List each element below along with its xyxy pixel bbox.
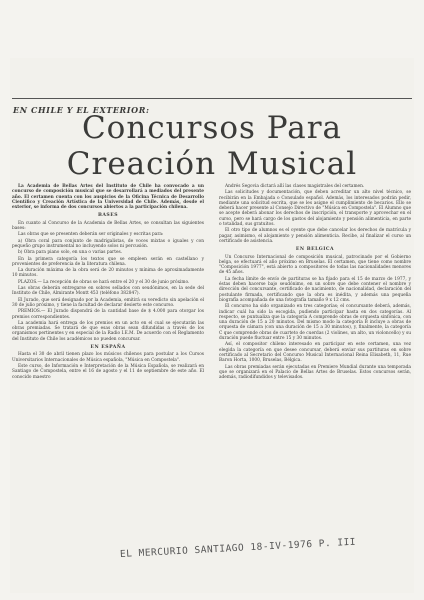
paragraph: La academia hará entrega de los premios en un acto en el cual se ejecutarán las obras premiadas. Se tratará de que esas obras sean difundidas a través de los organismos pertinentes y en especial de la Radio I.E.M. De acuerdo con el Reglamento del Instituto de Chile los académicos no pueden concursar. [12,320,204,342]
paragraph: Las solicitudes y documentación, que deben acreditar un alto nivel técnico, se recibirán en la Embajada o Consulado español. Además, los interesados podrán pedir, mediante una solicitud escrita, que se les asigne el cumplimiento de becarios. Ello se deberá hacer presente al Consejo Directivo de "Música en Compostela". El Alumno que se acepte deberá abonar los derechos de inscripción, el transporte y aprovechar en el curso, pero se hará cargo de los gastos del alojamiento y pensión alimenticia, en parte o totalidad, sus gratuitos. [219,190,411,228]
left-paragraphs [12,221,204,342]
belgica-paragraphs [219,255,411,381]
right-column [219,184,411,381]
paragraph: Las obras deberán entregarse en sobres sellados con seudónimos, en la sede del Instituto de Chile, Almirante Montt 453 (teléfono 382847). [12,286,204,297]
paragraph: El Jurado, que será designado por la Academia, emitirá su veredicto sin apelación el 30 de julio próximo, y tiene la facultad de declarar desierto este concurso. [12,297,204,308]
paragraph: El otro tipo de alumnos es el oyente que debe cancelar los derechos de matrícula y pagar, asimismo, el alojamiento y pensión alimenticia. Recibe, al finalizar el curso un certificado de asistencia. [219,228,411,244]
kicker: EN CHILE Y EL EXTERIOR: [13,105,150,115]
handwritten-source-note: EL MERCURIO SANTIAGO 18-IV-1976 P. III [119,536,357,560]
paragraph: Este curso, de Información e Interpretación de la Música Española, se realizará en Santiago de Compostela, entre el 16 de agosto y el 11 de septiembre de este año. El conocido maestro [12,363,204,380]
paragraph: En cuanto al Concurso de la Academia de Bellas Artes, se consultan las siguientes bases: [12,220,204,232]
paragraph: La duración máxima de la obra será de 20 minutos y mínima de aproximadamente 10 minutos. [12,268,204,279]
paragraph: En la primera categoría los textos que se empleen serán en castellano y provenientes de preferencia de la literatura chilena. [12,256,204,267]
paragraph: Las obras premiadas serán ejecutadas en Premiere Mundial durante una temporada que se organizará en el Palacio de Bellas Artes de Bruselas. Estos concursos serán, además, radiodifundidos y televisados. [219,364,411,381]
headline-line-2: Creación Musical [66,146,358,182]
paragraph: Las obras que se presenten deberán ser originales y escritas para: [18,232,164,238]
paragraph: El concurso ha sido organizado en tres categorías; el concursante deberá, además, indicar cuál ha sido la escogida, pudiendo participar hasta en dos categorías. Al respecto, se puntualiza que la categoría A comprende obras de orquesta sinfónica, con una duración de 15 a 20 minutos. Del mismo modo la categoría B incluye a obras de orquesta de cámara (con una duración de 15 a 30 minutos), y, finalmente, la categoría C que comprende obras de cuarteto de cuerdas (2 violines, un alto, un violoncello) y su duración puede fluctuar entre 15 y 30 minutos. [219,304,411,342]
top-rule [12,98,412,99]
bases-heading: BASES [97,213,119,219]
paragraph: La fecha límite de envío de partituras se ha fijado para el 15 de marzo de 1977, y éstas deben hacerse bajo seudónimo, en un sobre que debe contener el nombre y dirección del concursante, certificado de nacimiento, de nacionalidad, declaración del postulante firmada, certificando que la obra es inédita, y además una pequeña biografía acompañada de una fotografía tamaño 9 x 12 cms. [219,276,411,303]
paragraph: PREMIOS.— El Jurado dispondrá de la cantidad base de $ 4.000 para otorgar los premios correspondientes. [12,309,204,320]
left-column [12,184,204,381]
intro-paragraph: La Academia de Bellas Artes del Instituto de Chile ha convocado a un concurso de composición musical que se desarrollará a mediados del presente año. El certamen cuenta con los auspicios de la Oficina Técnica de Desarrollo Científico y Creación Artística de la Universidad de Chile. Además, desde el exterior, se informa de dos concursos abiertos a la participación chilena. [12,184,204,211]
espana-paragraphs [12,352,204,379]
right-paragraphs [219,184,411,244]
espana-heading: EN ESPAÑA [90,345,126,351]
paragraph: a) Obra coral para conjunto de madrigalistas, de voces mixtas o iguales y con pequeño grupo instrumental no incluyendo solos ni percusión. [12,238,204,249]
paragraph: Un Concurso Internacional de composición musical, patrocinado por el Gobierno belga, se efectuará el año próximo en Bruselas. El certamen, que tiene como nombre "Composición 1977", está abierto a compositores de todas las nacionalidades menores de 45 años. [219,254,411,276]
paragraph: PLAZOS.— La recepción de obras se hará entre el 20 y el 30 de junio próximo. [18,279,190,285]
paragraph: Andrés Segovia dictará allí las clases magistrales del certamen. [225,184,365,189]
paragraph: Así, el compositor chileno interesado en participar en este certamen, una vez elegida la categoría en que desee concursar, deberá enviar sus partituras en sobre certificado al Secretario del Concurso Musical Internacional Reina Elisabeth, 11, Rue Baron Horta, 1000, Bruselas, Bélgica. [219,342,411,364]
paragraph: b) Obra para piano solo, en una o varias partes. [18,250,123,256]
headline-line-1: Concursos Para [81,110,343,146]
belgica-heading: EN BELGICA [295,247,335,253]
paragraph: Hasta el 30 de abril tienen plazo los músicos chilenos para postular a los Cursos Universitarios Internacionales de Música española, "Música en Compostela". [12,352,204,363]
